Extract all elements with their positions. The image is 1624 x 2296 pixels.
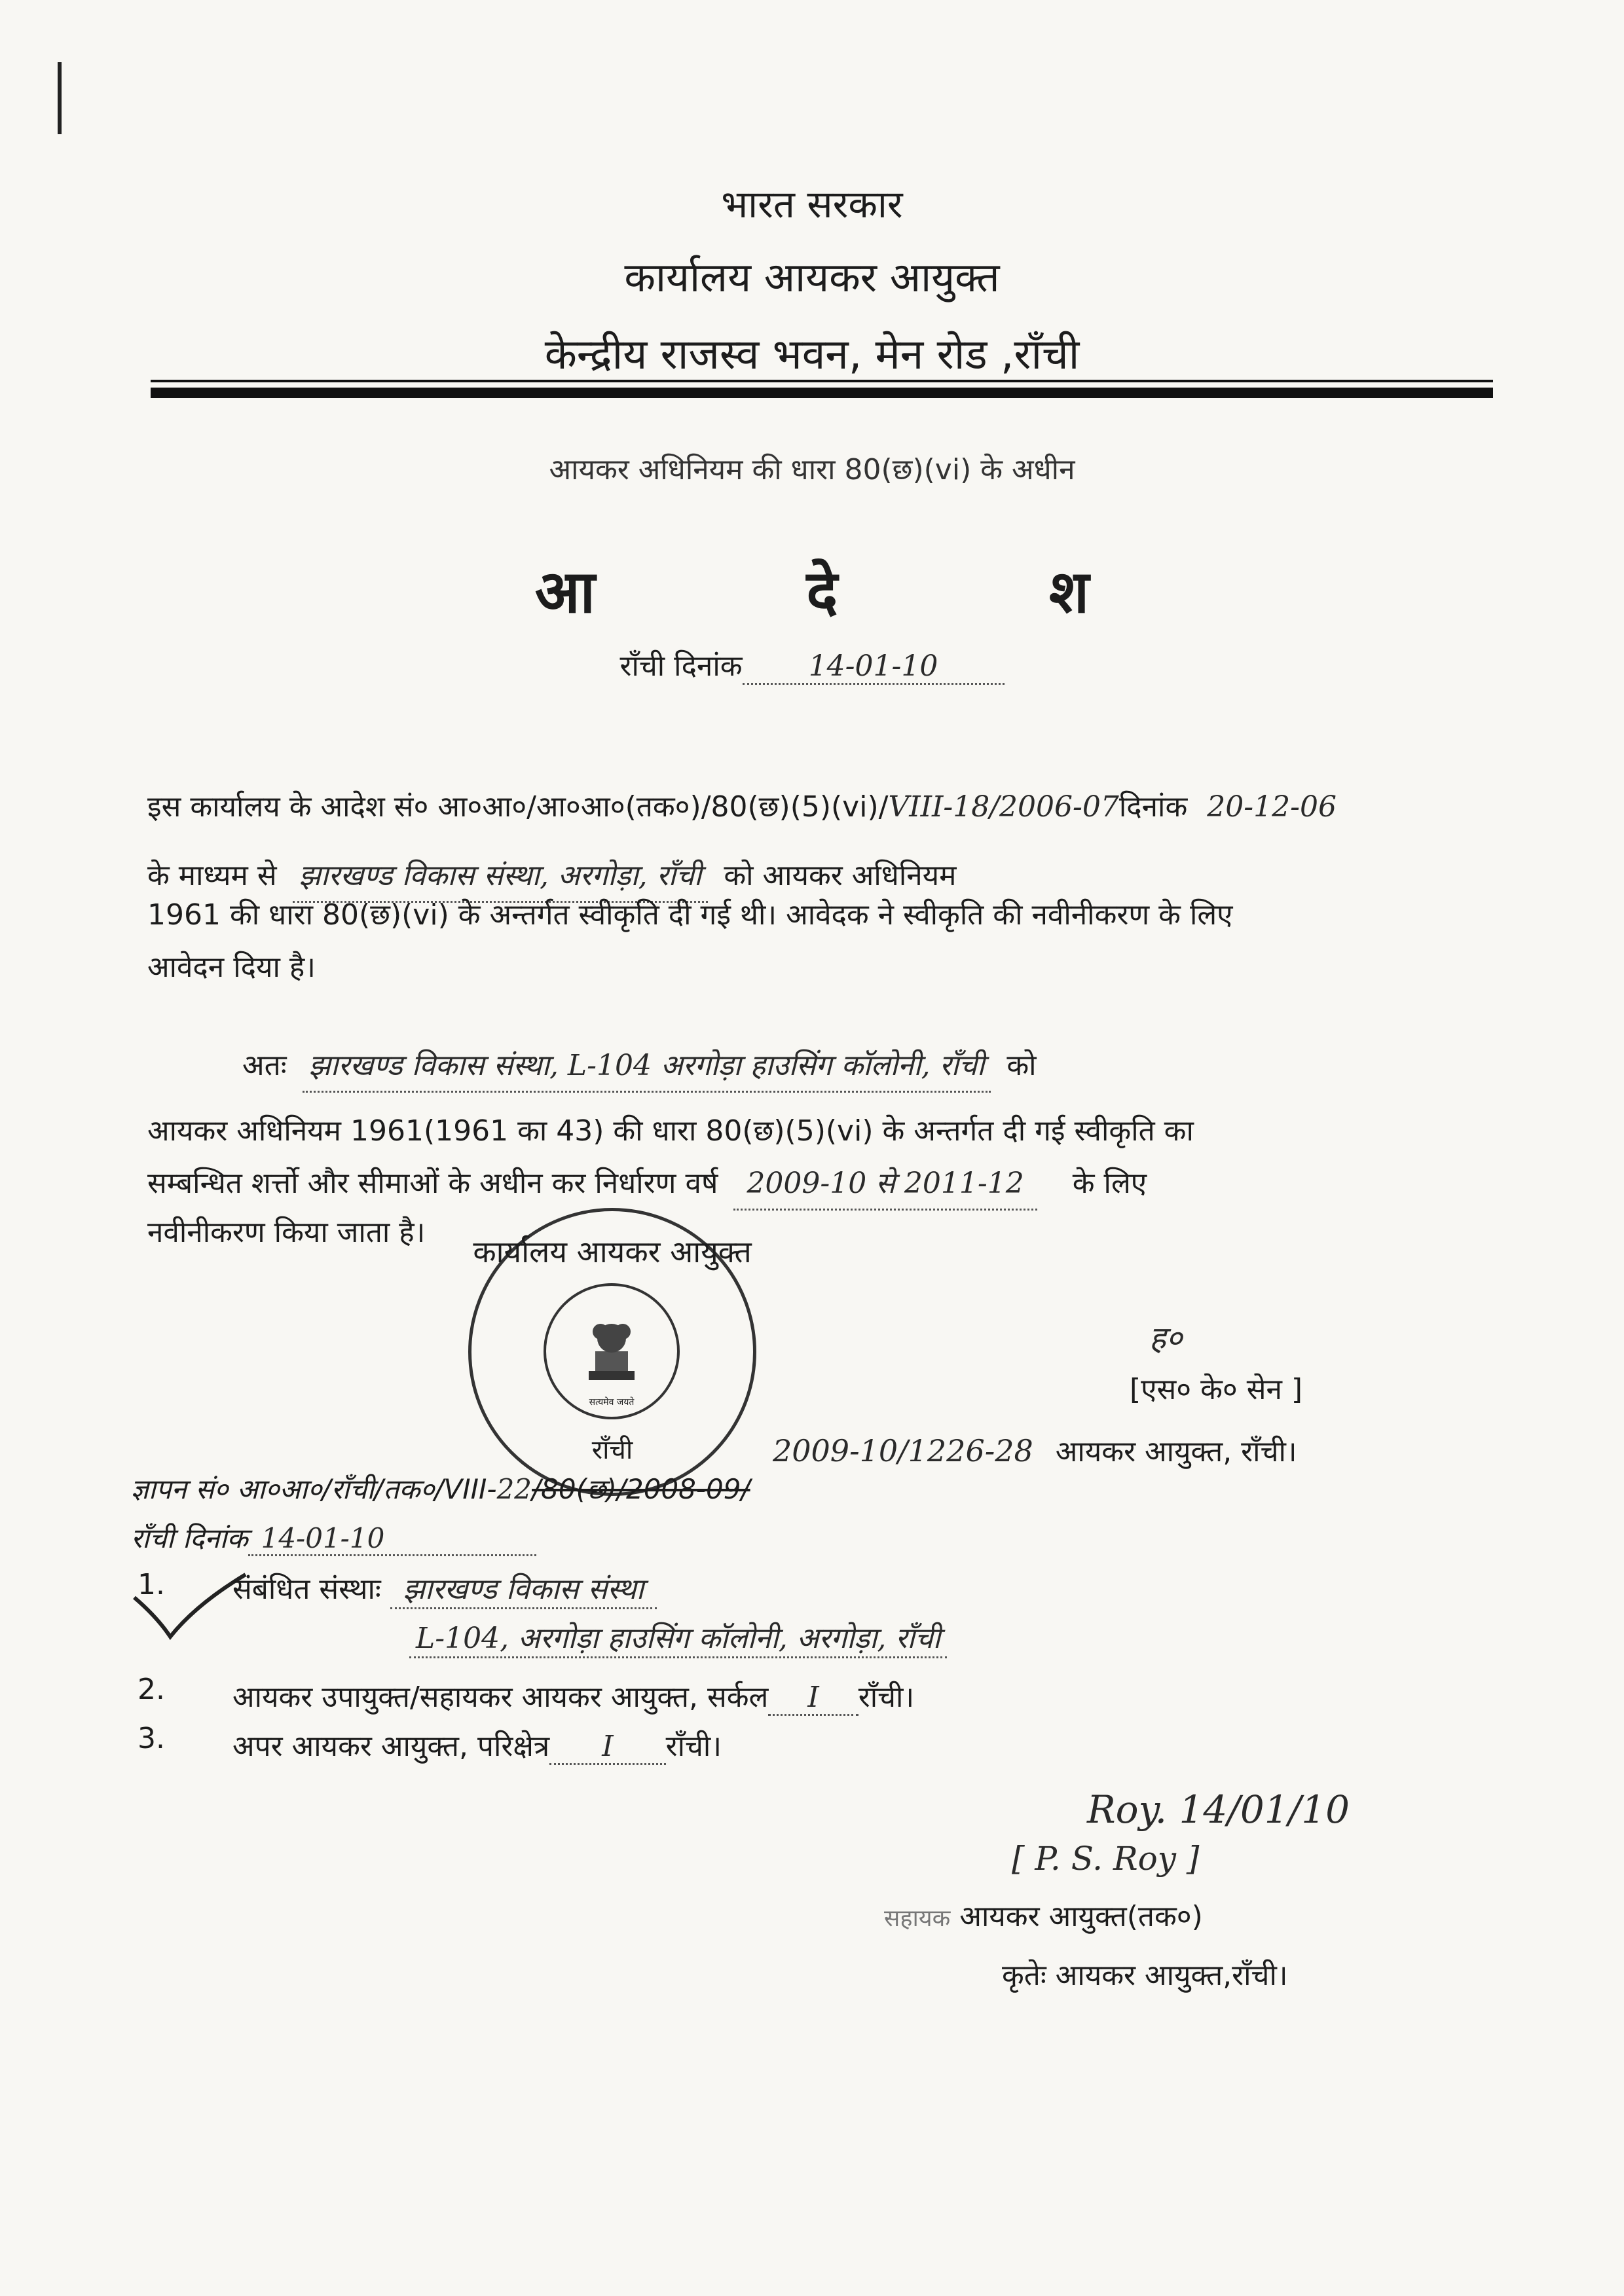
list-item-1-org-handwritten: झारखण्ड विकास संस्था — [390, 1568, 657, 1609]
list-item-3 — [232, 1725, 722, 1765]
order-title-char-2: दे — [806, 558, 838, 627]
list-item-1 — [232, 1568, 657, 1609]
memo-number — [131, 1470, 750, 1507]
dispatch-ref-handwritten: 2009-10/1226-28 — [773, 1433, 1033, 1468]
para2-line-1 — [242, 1041, 1037, 1093]
seal-text-bottom: राँची — [591, 1435, 633, 1465]
para1-text-c: के माध्यम से — [147, 859, 277, 892]
list-item-3-range-handwritten: I — [602, 1730, 614, 1763]
para1-ref-handwritten: VIII-18/2006-07 — [888, 790, 1119, 824]
para1-org-handwritten: झारखण्ड विकास संस्था, अरगोड़ा, राँची — [293, 851, 709, 903]
memo-date-value: 14-01-10 — [261, 1522, 385, 1554]
para2-line-4: नवीनीकरण किया जाता है। — [147, 1216, 426, 1249]
para1-text-d: को आयकर अधिनियम — [724, 859, 957, 892]
signatory-designation: आयकर आयुक्त, राँची। — [1055, 1435, 1297, 1468]
header-line-2: कार्यालय आयकर आयुक्त — [624, 253, 1000, 301]
signature-mark: ह० — [1149, 1320, 1183, 1357]
header-line-1: भारत सरकार — [721, 182, 903, 227]
signatory-name: [एस० के० सेन ] — [1130, 1373, 1303, 1406]
list-item-3-number: 3. — [138, 1722, 165, 1755]
para1-date-handwritten: 20-12-06 — [1207, 790, 1337, 824]
order-title — [0, 550, 1624, 630]
list-item-1-label: संबंधित संस्थाः — [232, 1573, 381, 1606]
list-item-2-tail: राँची। — [858, 1681, 915, 1714]
order-title-char-1: आ — [534, 558, 595, 627]
list-item-1-number: 1. — [138, 1568, 165, 1601]
seal-inner-ring — [544, 1283, 680, 1419]
order-title-char-3: श — [1048, 558, 1090, 627]
para2-org-handwritten: झारखण्ड विकास संस्था, L-104 अरगोड़ा हाउसिंग कॉलोनी, राँची — [303, 1041, 991, 1093]
signatory-2-designation — [884, 1895, 1203, 1935]
memo-number-suffix: /80(छ)/2008-09/ — [532, 1473, 750, 1505]
memo-number-handwritten: 22 — [496, 1473, 532, 1505]
para2-text-d: के लिए — [1072, 1167, 1147, 1200]
para2-line-2: आयकर अधिनियम 1961(1961 का 43) की धारा 80(छ)(5)(vi) के अन्तर्गत दी गई स्वीकृति का — [147, 1114, 1194, 1148]
list-item-2 — [232, 1676, 914, 1716]
seal-text-top: कार्यालय आयकर आयुक्त — [473, 1234, 752, 1269]
list-item-2-circle-handwritten: I — [807, 1681, 819, 1714]
order-date-label: राँची दिनांक — [619, 649, 743, 683]
header-rule-thick — [151, 388, 1493, 398]
list-item-3-tail: राँची। — [665, 1730, 722, 1763]
para1-text-b: दिनांक — [1118, 790, 1188, 824]
para2-line-3 — [147, 1159, 1147, 1211]
signatory-line — [773, 1430, 1297, 1470]
order-date — [0, 645, 1624, 685]
designation-text: आयकर आयुक्त(तक०) — [959, 1900, 1203, 1933]
para2-text-b: को — [1006, 1049, 1037, 1082]
signatory-2-name-handwritten: [ P. S. Roy ] — [1012, 1840, 1200, 1878]
para2-years-handwritten: 2009-10 से 2011-12 — [733, 1159, 1037, 1211]
list-item-2-number: 2. — [138, 1673, 165, 1706]
list-item-2-label: आयकर उपायुक्त/सहायकर आयकर आयुक्त, सर्कल — [232, 1681, 769, 1714]
memo-date — [131, 1519, 536, 1556]
emblem-icon — [582, 1305, 641, 1391]
signature-handwritten: Roy. 14/01/10 — [1087, 1787, 1350, 1832]
header-line-3: केन्द्रीय राजस्व भवन, मेन रोड ,राँची — [544, 331, 1080, 379]
para1-line-3: 1961 की धारा 80(छ)(vi) के अन्तर्गत स्वीकृति दी गई थी। आवेदक ने स्वीकृति की नवीनीकरण के लिए — [147, 898, 1233, 932]
office-seal — [468, 1208, 756, 1496]
para2-text-a: अतः — [242, 1049, 287, 1082]
order-date-value: 14-01-10 — [808, 649, 938, 683]
signatory-2-on-behalf: कृतेः आयकर आयुक्त,राँची। — [1002, 1959, 1288, 1992]
section-subtitle: आयकर अधिनियम की धारा 80(छ)(vi) के अधीन — [549, 453, 1075, 486]
memo-date-label: राँची दिनांक — [131, 1522, 248, 1554]
margin-mark — [58, 62, 62, 134]
para1-line-1 — [147, 782, 1337, 832]
header-rule-thin — [151, 380, 1493, 382]
designation-prefix: सहायक — [884, 1905, 951, 1932]
para2-text-c: सम्बन्धित शर्त्तो और सीमाओं के अधीन कर निर्धारण वर्ष — [147, 1167, 718, 1200]
list-item-3-label: अपर आयकर आयुक्त, परिक्षेत्र — [232, 1730, 550, 1763]
para1-line-4: आवेदन दिया है। — [147, 951, 316, 984]
para1-text-a: इस कार्यालय के आदेश सं० आ०आ०/आ०आ०(तक०)/80(छ)(5)(vi)/ — [147, 790, 889, 824]
memo-number-prefix: ज्ञापन सं० आ०आ०/राँची/तक०/VIII- — [131, 1473, 497, 1505]
seal-motto: सत्यमेव जयते — [589, 1397, 635, 1408]
list-item-1-address-handwritten: L-104, अरगोड़ा हाउसिंग कॉलोनी, अरगोड़ा, राँची — [409, 1617, 947, 1658]
